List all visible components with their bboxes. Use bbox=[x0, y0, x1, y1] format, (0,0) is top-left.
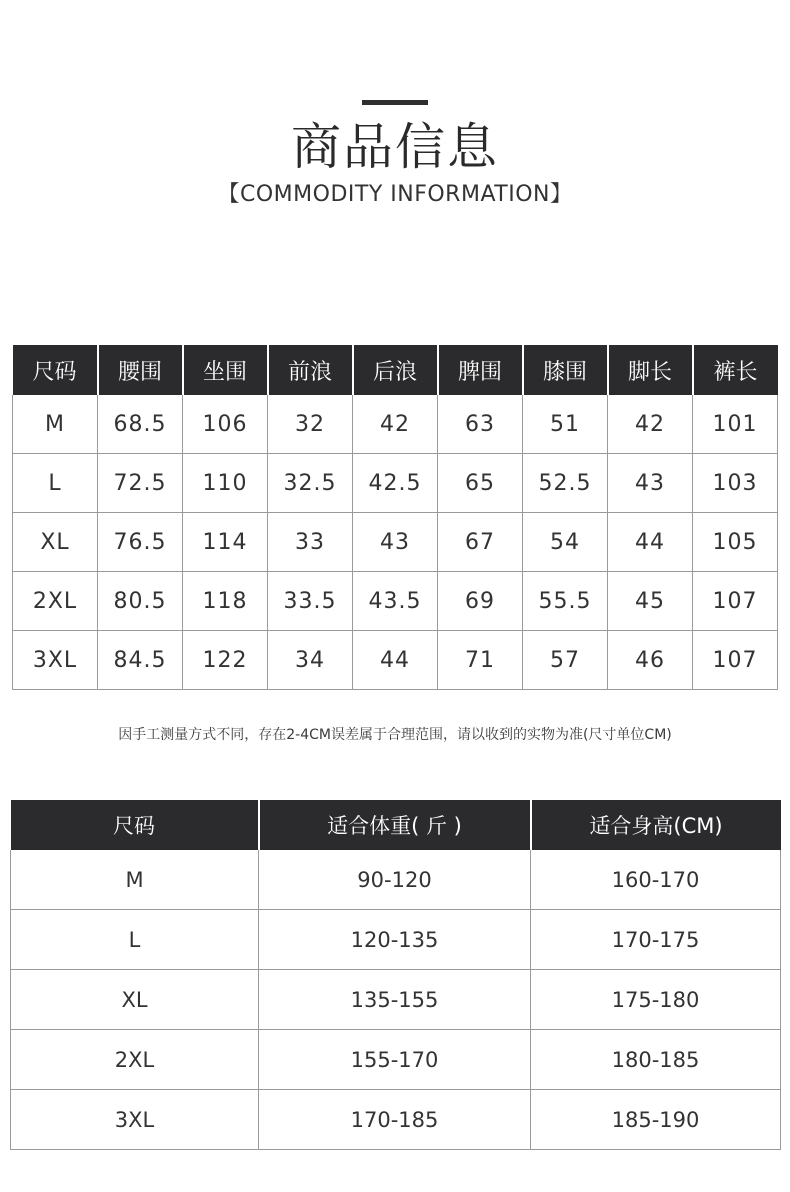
table-cell: 33.5 bbox=[268, 572, 353, 631]
page-title: 商品信息 bbox=[291, 118, 499, 176]
table-cell: 2XL bbox=[13, 572, 98, 631]
table-cell: 110 bbox=[183, 454, 268, 513]
table-cell: 32.5 bbox=[268, 454, 353, 513]
table-cell: 46 bbox=[608, 631, 693, 690]
table-cell: 175-180 bbox=[531, 970, 781, 1030]
table-cell: 120-135 bbox=[259, 910, 531, 970]
size-table-header-row bbox=[13, 345, 778, 395]
table-cell: 118 bbox=[183, 572, 268, 631]
table-cell: 42 bbox=[353, 395, 438, 454]
table-cell: 103 bbox=[693, 454, 778, 513]
table-cell: 43.5 bbox=[353, 572, 438, 631]
table-cell: M bbox=[13, 395, 98, 454]
table-row bbox=[11, 970, 781, 1030]
table-cell: 69 bbox=[438, 572, 523, 631]
table-cell: 180-185 bbox=[531, 1030, 781, 1090]
table-cell: 71 bbox=[438, 631, 523, 690]
table-cell: 170-185 bbox=[259, 1090, 531, 1150]
table-cell: 90-120 bbox=[259, 850, 531, 910]
table-cell: 33 bbox=[268, 513, 353, 572]
table-cell: XL bbox=[11, 970, 259, 1030]
table-cell: 76.5 bbox=[98, 513, 183, 572]
table-row bbox=[13, 631, 778, 690]
column-header-size: 尺码 bbox=[11, 800, 259, 850]
table-cell: 55.5 bbox=[523, 572, 608, 631]
column-header-leg-opening: 脚长 bbox=[608, 345, 693, 395]
column-header-hip: 坐围 bbox=[183, 345, 268, 395]
table-cell: 42 bbox=[608, 395, 693, 454]
table-row bbox=[11, 1030, 781, 1090]
column-header-front-rise: 前浪 bbox=[268, 345, 353, 395]
table-cell: 84.5 bbox=[98, 631, 183, 690]
table-row bbox=[13, 513, 778, 572]
table-cell: L bbox=[13, 454, 98, 513]
table-cell: L bbox=[11, 910, 259, 970]
table-row bbox=[13, 454, 778, 513]
table-cell: 185-190 bbox=[531, 1090, 781, 1150]
table-row bbox=[11, 850, 781, 910]
table-cell: 34 bbox=[268, 631, 353, 690]
table-cell: 101 bbox=[693, 395, 778, 454]
table-cell: 72.5 bbox=[98, 454, 183, 513]
table-cell: 52.5 bbox=[523, 454, 608, 513]
column-header-height: 适合身高(CM) bbox=[531, 800, 781, 850]
table-cell: 107 bbox=[693, 631, 778, 690]
column-header-thigh: 脾围 bbox=[438, 345, 523, 395]
table-cell: 44 bbox=[608, 513, 693, 572]
table-cell: 42.5 bbox=[353, 454, 438, 513]
table-cell: XL bbox=[13, 513, 98, 572]
table-cell: 2XL bbox=[11, 1030, 259, 1090]
column-header-back-rise: 后浪 bbox=[353, 345, 438, 395]
page-subtitle: 【COMMODITY INFORMATION】 bbox=[217, 182, 573, 207]
table-cell: 65 bbox=[438, 454, 523, 513]
column-header-size: 尺码 bbox=[13, 345, 98, 395]
table-cell: 114 bbox=[183, 513, 268, 572]
table-cell: 32 bbox=[268, 395, 353, 454]
table-cell: 43 bbox=[608, 454, 693, 513]
table-cell: 170-175 bbox=[531, 910, 781, 970]
table-row bbox=[13, 572, 778, 631]
table-row bbox=[13, 395, 778, 454]
table-cell: 80.5 bbox=[98, 572, 183, 631]
table-cell: 105 bbox=[693, 513, 778, 572]
table-cell: 43 bbox=[353, 513, 438, 572]
table-cell: 44 bbox=[353, 631, 438, 690]
table-cell: 160-170 bbox=[531, 850, 781, 910]
table-cell: 68.5 bbox=[98, 395, 183, 454]
table-cell: 135-155 bbox=[259, 970, 531, 1030]
table-cell: 122 bbox=[183, 631, 268, 690]
title-accent-bar bbox=[362, 100, 428, 105]
column-header-knee: 膝围 bbox=[523, 345, 608, 395]
measurement-note: 因手工测量方式不同，存在2-4CM误差属于合理范围，请以收到的实物为准(尺寸单位CM) bbox=[118, 727, 672, 743]
table-cell: M bbox=[11, 850, 259, 910]
table-cell: 45 bbox=[608, 572, 693, 631]
table-row bbox=[11, 910, 781, 970]
table-cell: 106 bbox=[183, 395, 268, 454]
table-row bbox=[11, 1090, 781, 1150]
table-cell: 57 bbox=[523, 631, 608, 690]
table-cell: 67 bbox=[438, 513, 523, 572]
table-cell: 155-170 bbox=[259, 1030, 531, 1090]
size-measurement-table bbox=[12, 345, 778, 690]
column-header-length: 裤长 bbox=[693, 345, 778, 395]
fit-table-header-row bbox=[11, 800, 781, 850]
table-cell: 54 bbox=[523, 513, 608, 572]
table-cell: 3XL bbox=[13, 631, 98, 690]
table-cell: 63 bbox=[438, 395, 523, 454]
table-cell: 51 bbox=[523, 395, 608, 454]
column-header-waist: 腰围 bbox=[98, 345, 183, 395]
table-cell: 107 bbox=[693, 572, 778, 631]
column-header-weight: 适合体重( 斤 ) bbox=[259, 800, 531, 850]
size-fit-table bbox=[10, 800, 781, 1150]
table-cell: 3XL bbox=[11, 1090, 259, 1150]
